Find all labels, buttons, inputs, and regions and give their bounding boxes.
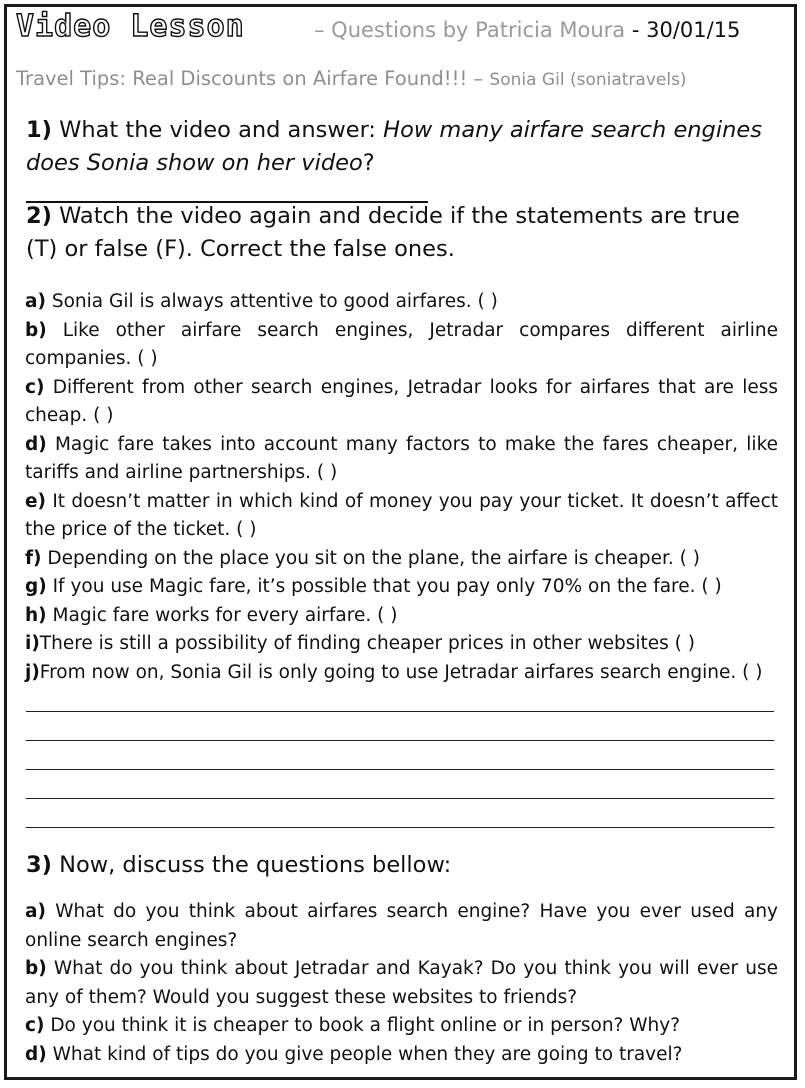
- item-text: What do you think about Jetradar and Kayak? Do you think you will ever use any of them? Would you suggest these websites to friends?: [25, 958, 778, 1008]
- list-item: [25, 317, 778, 374]
- item-text: Magic fare works for every airfare. ( ): [52, 604, 398, 626]
- question-text: How many airfare search engines does Sonia show on her video: [26, 117, 762, 176]
- question-instructions: Watch the video again and decide if the statements are true (T) or false (F). Correct the false ones.: [26, 203, 740, 262]
- worksheet-title: Video Lesson: [16, 9, 245, 44]
- list-item: [25, 955, 778, 1012]
- item-text: Depending on the place you sit on the plane, the airfare is cheaper. ( ): [47, 547, 700, 569]
- video-reference: [16, 67, 687, 90]
- item-letter: a): [25, 291, 46, 312]
- list-item: [25, 374, 778, 431]
- item-letter: d): [25, 1043, 47, 1065]
- item-letter: g): [25, 576, 47, 597]
- item-letter: b): [25, 319, 47, 341]
- item-text: It doesn’t matter in which kind of money you pay your ticket. It doesn’t affect the price of the ticket. ( ): [25, 490, 778, 540]
- item-text: If you use Magic fare, it’s possible that you pay only 70% on the fare. ( ): [52, 576, 722, 597]
- question-number: 3): [26, 852, 52, 878]
- question-number: 2): [26, 203, 52, 229]
- worksheet-date: - 30/01/15: [631, 18, 741, 42]
- item-text: Do you think it is cheaper to book a flight online or in person? Why?: [50, 1015, 681, 1036]
- discussion-list: [25, 898, 778, 1069]
- item-text: What kind of tips do you give people when they are going to travel?: [52, 1043, 683, 1065]
- item-text: Magic fare takes into account many factors to make the fares cheaper, like tariffs and airline partnerships. ( ): [25, 433, 778, 483]
- list-item: [25, 288, 778, 317]
- item-letter: c): [25, 1015, 45, 1036]
- item-letter: b): [25, 958, 47, 979]
- item-text: There is still a possibility of finding cheaper prices in other websites ( ): [39, 633, 695, 654]
- item-text: What do you think about airfares search engine? Have you ever used any online search engines?: [25, 901, 778, 951]
- question-instructions: Now, discuss the questions bellow:: [59, 852, 452, 878]
- video-author: Sonia Gil (soniatravels): [489, 70, 687, 90]
- list-item: [25, 659, 778, 688]
- answer-line[interactable]: [26, 798, 774, 799]
- item-letter: d): [25, 433, 47, 455]
- video-title: Travel Tips: Real Discounts on Airfare Found!!! –: [16, 67, 484, 90]
- item-letter: h): [25, 604, 47, 626]
- question-prefix: What the video and answer:: [59, 117, 376, 143]
- question-3: [26, 852, 451, 878]
- item-text: Different from other search engines, Jetradar looks for airfares that are less cheap. ( ): [25, 376, 778, 426]
- answer-line[interactable]: [26, 740, 774, 741]
- item-letter: a): [25, 901, 46, 922]
- true-false-list: [25, 288, 778, 687]
- list-item: [25, 630, 778, 659]
- list-item: [25, 573, 778, 602]
- item-text: Like other airfare search engines, Jetradar compares different airline companies. ( ): [25, 319, 778, 369]
- list-item: [25, 1012, 778, 1041]
- item-letter: j): [25, 661, 40, 683]
- list-item: [25, 898, 778, 955]
- question-number: 1): [26, 117, 52, 143]
- item-letter: c): [25, 376, 45, 398]
- answer-line[interactable]: [26, 827, 774, 828]
- list-item: [25, 488, 778, 545]
- author-credit: – Questions by Patricia Moura: [314, 18, 626, 42]
- item-letter: i): [25, 633, 40, 654]
- list-item: [25, 1041, 778, 1070]
- item-letter: f): [25, 547, 42, 569]
- item-text: From now on, Sonia Gil is only going to use Jetradar airfares search engine. ( ): [39, 661, 763, 683]
- list-item: [25, 545, 778, 574]
- worksheet-subtitle: [314, 18, 740, 42]
- answer-line[interactable]: [26, 769, 774, 770]
- item-text: Sonia Gil is always attentive to good airfares. ( ): [51, 291, 498, 312]
- item-letter: e): [25, 490, 47, 512]
- question-2: [26, 200, 778, 266]
- list-item: [25, 602, 778, 631]
- answer-line[interactable]: [26, 711, 774, 712]
- question-1: [26, 114, 778, 213]
- list-item: [25, 431, 778, 488]
- question-mark: ?: [362, 150, 375, 176]
